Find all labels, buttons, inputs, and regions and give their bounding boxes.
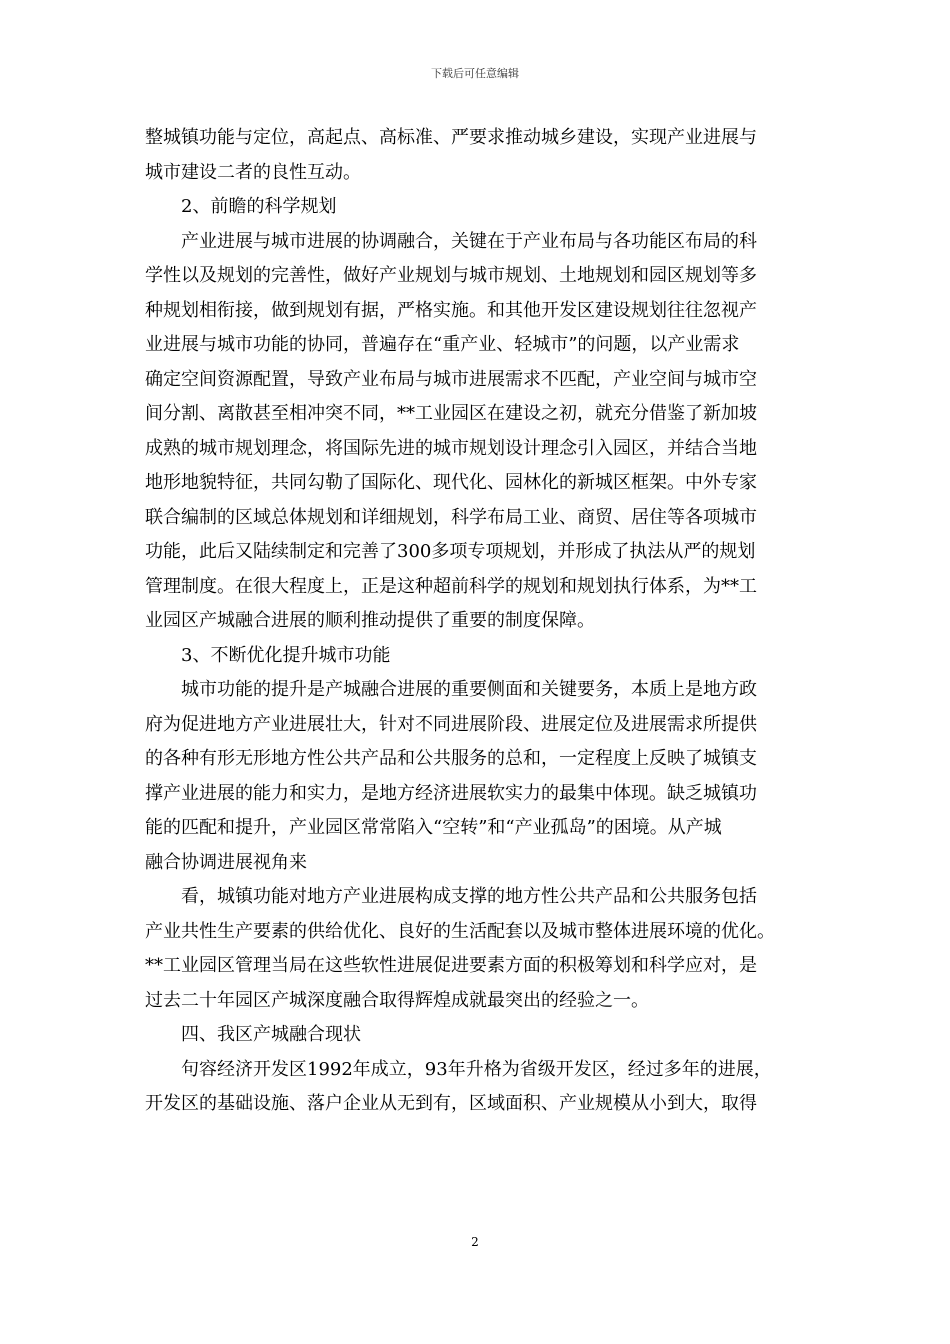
text-line: 开发区的基础设施、落户企业从无到有，区域面积、产业规模从小到大，取得: [145, 1093, 757, 1114]
text-line: 种规划相衔接，做到规划有据，严格实施。和其他开发区建设规划往往忽视产: [145, 299, 757, 321]
text-line: 整城镇功能与定位，高起点、高标准、严要求推动城乡建设，实现产业进展与: [145, 127, 757, 148]
text-line: 融合协调进展视角来: [145, 851, 307, 873]
text-line: 撑产业进展的能力和实力，是地方经济进展软实力的最集中体现。缺乏城镇功: [145, 782, 757, 804]
text-line: 地形地貌特征，共同勾勒了国际化、现代化、园林化的新城区框架。中外专家: [145, 472, 757, 493]
text-line: **工业园区管理当局在这些软性进展促进要素方面的积极筹划和科学应对，是: [145, 955, 757, 976]
text-line: 产业进展与城市进展的协调融合，关键在于产业布局与各功能区布局的科: [181, 230, 757, 252]
text-line: 功能，此后又陆续制定和完善了300多项专项规划，并形成了执法从严的规划: [145, 541, 756, 562]
text-line: 产业共性生产要素的供给优化、良好的生活配套以及城市整体进展环境的优化。: [145, 920, 775, 942]
text-line: 的各种有形无形地方性公共产品和公共服务的总和，一定程度上反映了城镇支: [145, 748, 757, 769]
text-line: 学性以及规划的完善性，做好产业规划与城市规划、土地规划和园区规划等多: [145, 265, 757, 286]
text-line: 业进展与城市功能的协同，普遍存在“重产业、轻城市”的问题，以产业需求: [145, 334, 740, 355]
text-line: 成熟的城市规划理念，将国际先进的城市规划设计理念引入园区，并结合当地: [145, 437, 757, 459]
section-heading: 四、我区产城融合现状: [181, 1024, 361, 1045]
text-line: 管理制度。在很大程度上，正是这种超前科学的规划和规划执行体系，为**工: [145, 575, 757, 597]
text-line: 看，城镇功能对地方产业进展构成支撑的地方性公共产品和公共服务包括: [181, 886, 757, 907]
document-body: [145, 121, 810, 1122]
text-line: 能的匹配和提升，产业园区常常陷入“空转”和“产业孤岛”的困境。从产城: [145, 817, 722, 838]
section-heading: 2、前瞻的科学规划: [181, 196, 337, 217]
section-heading: 3、不断优化提升城市功能: [181, 644, 391, 666]
text-line: 府为促进地方产业进展壮大，针对不同进展阶段、进展定位及进展需求所提供: [145, 713, 757, 735]
page-number: 2: [471, 1235, 479, 1249]
text-line: 句容经济开发区1992年成立，93年升格为省级开发区，经过多年的进展，: [181, 1058, 772, 1080]
page-header-note: 下载后可任意编辑: [431, 67, 519, 80]
text-line: 业园区产城融合进展的顺利推动提供了重要的制度保障。: [145, 610, 595, 631]
text-line: 城市建设二者的良性互动。: [145, 161, 361, 183]
text-line: 间分割、离散甚至相冲突不同，**工业园区在建设之初，就充分借鉴了新加坡: [145, 403, 757, 424]
text-line: 确定空间资源配置，导致产业布局与城市进展需求不匹配，产业空间与城市空: [145, 368, 757, 390]
text-line: 城市功能的提升是产城融合进展的重要侧面和关键要务，本质上是地方政: [181, 679, 757, 700]
text-line: 过去二十年园区产城深度融合取得辉煌成就最突出的经验之一。: [145, 989, 649, 1011]
text-line: 联合编制的区域总体规划和详细规划，科学布局工业、商贸、居住等各项城市: [145, 506, 757, 528]
